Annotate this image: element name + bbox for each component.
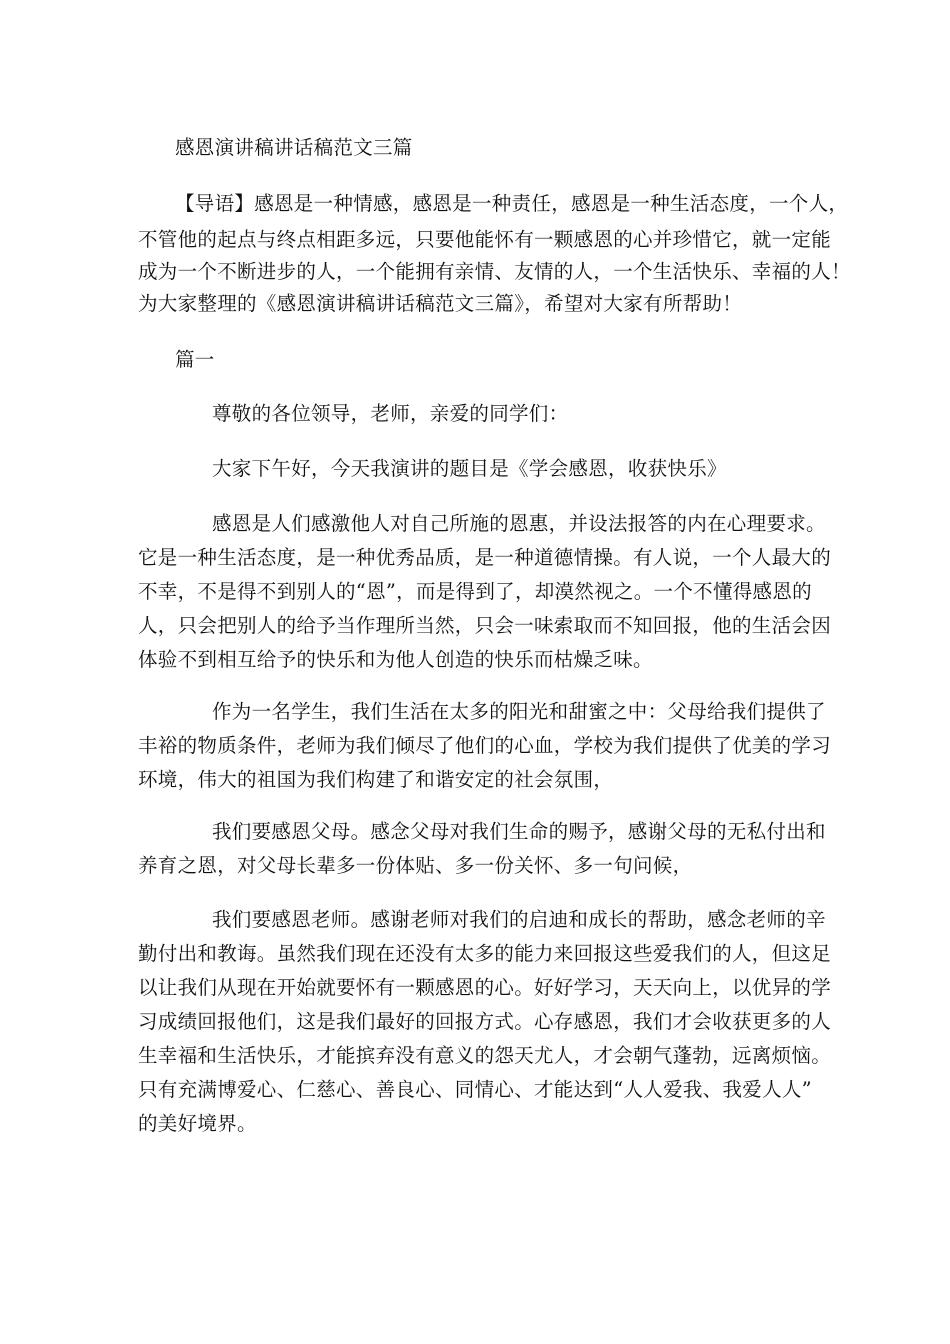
paragraph-line: 勤付出和教诲。虽然我们现在还没有太多的能力来回报这些爱我们的人，但这足 bbox=[138, 942, 832, 965]
paragraph-line: 生幸福和生活快乐，才能摈弃没有意义的怨天尤人，才会朝气蓬勃，远离烦恼。 bbox=[138, 1044, 832, 1067]
intro-line: 【导语】感恩是一种情感，感恩是一种责任，感恩是一种生活态度，一个人， bbox=[175, 192, 849, 215]
paragraph-line: 丰裕的物质条件，老师为我们倾尽了他们的心血，学校为我们提供了优美的学习 bbox=[138, 734, 832, 757]
paragraph-line: 我们要感恩父母。感念父母对我们生命的赐予，感谢父母的无私付出和 bbox=[212, 820, 826, 843]
paragraph-line: 它是一种生活态度，是一种优秀品质，是一种道德情操。有人说，一个人最大的 bbox=[138, 546, 832, 569]
paragraph-line: 人，只会把别人的给予当作理所当然，只会一味索取而不知回报，他的生活会因 bbox=[138, 614, 832, 637]
paragraph-line: 养育之恩，对父母长辈多一份体贴、多一份关怀、多一句问候， bbox=[138, 854, 693, 877]
paragraph-line: 感恩是人们感激他人对自己所施的恩惠，并设法报答的内在心理要求。 bbox=[212, 512, 826, 535]
opening-line: 大家下午好，今天我演讲的题目是《学会感恩，收获快乐》 bbox=[212, 457, 727, 480]
paragraph-line: 环境，伟大的祖国为我们构建了和谐安定的社会氛围， bbox=[138, 768, 614, 791]
paragraph-line: 作为一名学生，我们生活在太多的阳光和甜蜜之中：父母给我们提供了 bbox=[212, 700, 826, 723]
document-title: 感恩演讲稿讲话稿范文三篇 bbox=[175, 136, 413, 159]
intro-line: 不管他的起点与终点相距多远，只要他能怀有一颗感恩的心并珍惜它，就一定能 bbox=[138, 228, 832, 251]
paragraph-line: 只有充满博爱心、仁慈心、善良心、同情心、才能达到“人人爱我、我爱人人” bbox=[138, 1078, 812, 1101]
intro-line: 成为一个不断进步的人，一个能拥有亲情、友情的人，一个生活快乐、幸福的人！ bbox=[138, 260, 851, 283]
paragraph-line: 我们要感恩老师。感谢老师对我们的启迪和成长的帮助，感念老师的辛 bbox=[212, 908, 826, 931]
paragraph-line: 以让我们从现在开始就要怀有一颗感恩的心。好好学习，天天向上，以优异的学 bbox=[138, 976, 832, 999]
paragraph-line: 的美好境界。 bbox=[138, 1112, 257, 1135]
greeting-line: 尊敬的各位领导，老师，亲爱的同学们： bbox=[212, 402, 569, 425]
paragraph-line: 不幸，不是得不到别人的“恩”，而是得到了，却漠然视之。一个不懂得感恩的 bbox=[138, 580, 812, 603]
paragraph-line: 体验不到相互给予的快乐和为他人创造的快乐而枯燥乏味。 bbox=[138, 648, 653, 671]
paragraph-line: 习成绩回报他们，这是我们最好的回报方式。心存感恩，我们才会收获更多的人 bbox=[138, 1010, 832, 1033]
intro-line: 为大家整理的《感恩演讲稿讲话稿范文三篇》，希望对大家有所帮助！ bbox=[138, 292, 743, 315]
section-heading: 篇一 bbox=[175, 348, 215, 371]
